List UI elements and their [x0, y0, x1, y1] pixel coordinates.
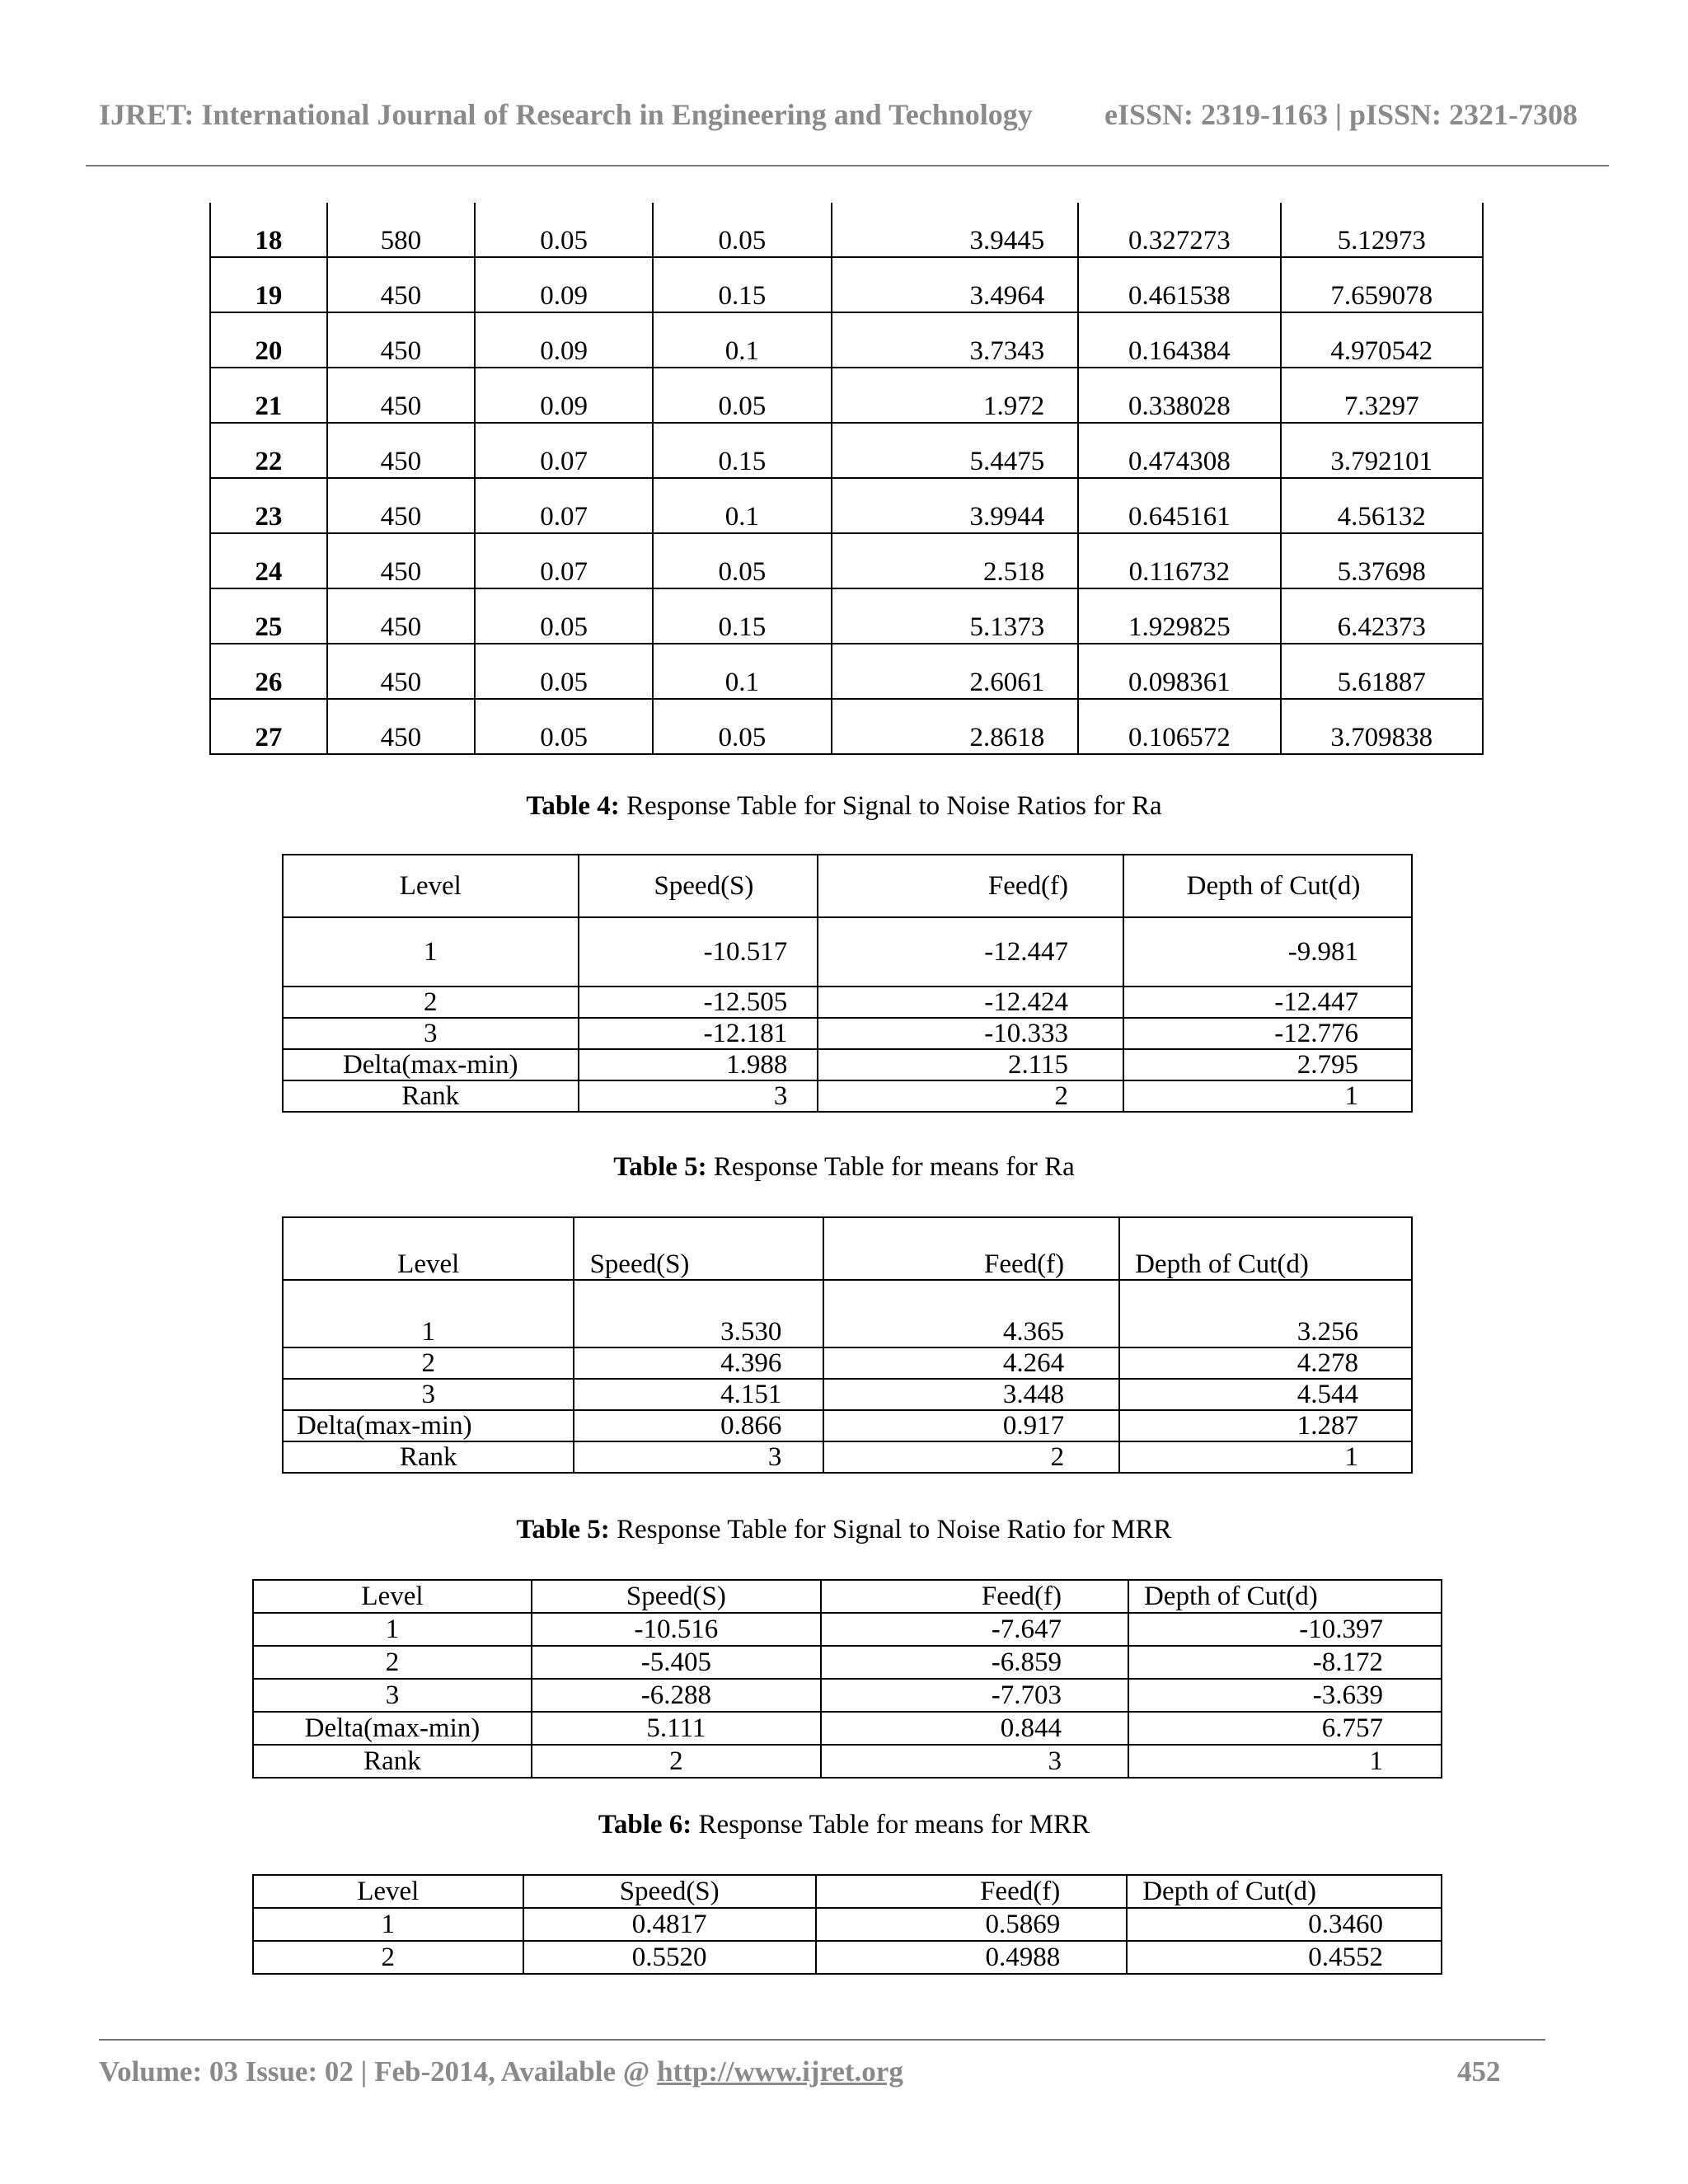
- table-cell: -6.288: [532, 1679, 821, 1712]
- table-cell: Speed(S): [523, 1875, 816, 1908]
- table5-sn-mrr: [252, 1579, 1442, 1779]
- table-cell: 4.365: [823, 1280, 1119, 1347]
- table-cell: 0.4817: [523, 1908, 816, 1941]
- table-row: [210, 478, 1483, 533]
- table4-caption: Table 4: Response Table for Signal to Noise Ratios for Ra: [526, 791, 1162, 821]
- table-row: [283, 1410, 1412, 1441]
- table-cell: -12.505: [579, 987, 818, 1018]
- table-cell: 2.115: [818, 1049, 1123, 1080]
- table-row: [253, 1679, 1442, 1712]
- table-cell: 2.518: [832, 533, 1079, 588]
- table-cell: 3: [283, 1379, 574, 1410]
- table-row: [283, 917, 1412, 987]
- table-cell: 0.5520: [523, 1941, 816, 1974]
- table-cell: 450: [327, 533, 475, 588]
- table-cell: 0.05: [653, 368, 831, 423]
- table-cell: 3.530: [574, 1280, 823, 1347]
- table-cell: -12.181: [579, 1018, 818, 1049]
- table-cell: 0.05: [475, 644, 653, 699]
- table-cell: 5.1373: [832, 588, 1079, 644]
- table-cell: -10.333: [818, 1018, 1123, 1049]
- table-cell: 1: [283, 917, 579, 987]
- table-cell: Level: [283, 855, 579, 917]
- table-row: [283, 1347, 1412, 1379]
- table-cell: 0.15: [653, 257, 831, 312]
- table-cell: 0.338028: [1078, 368, 1280, 423]
- table-cell: 0.4552: [1127, 1941, 1442, 1974]
- table-cell: Depth of Cut(d): [1123, 855, 1412, 917]
- table-row: [283, 855, 1412, 917]
- table-row: [283, 1280, 1412, 1347]
- table-row: [283, 1217, 1412, 1280]
- table-cell: 0.07: [475, 533, 653, 588]
- table-cell: 1.929825: [1078, 588, 1280, 644]
- table-cell: Feed(f): [821, 1580, 1128, 1613]
- table6-caption: Table 6: Response Table for means for MRR: [598, 1810, 1090, 1840]
- table-cell: 1: [1119, 1441, 1412, 1473]
- table-cell: Depth of Cut(d): [1127, 1875, 1442, 1908]
- table-row: [253, 1908, 1442, 1941]
- table-cell: 1.988: [579, 1049, 818, 1080]
- table-cell: 7.3297: [1281, 368, 1483, 423]
- table-cell: 4.970542: [1281, 312, 1483, 368]
- table-cell: -12.776: [1123, 1018, 1412, 1049]
- table-cell: 0.09: [475, 368, 653, 423]
- table-cell: 1: [1128, 1745, 1442, 1778]
- table-cell: 23: [210, 478, 327, 533]
- table-cell: -10.516: [532, 1613, 821, 1646]
- table-cell: Delta(max-min): [283, 1410, 574, 1441]
- table-cell: 450: [327, 368, 475, 423]
- table-row: [210, 312, 1483, 368]
- table-cell: -5.405: [532, 1646, 821, 1679]
- table-cell: 0.09: [475, 312, 653, 368]
- table-cell: 4.396: [574, 1347, 823, 1379]
- table-cell: Depth of Cut(d): [1128, 1580, 1442, 1613]
- table-cell: 27: [210, 699, 327, 754]
- table-cell: -6.859: [821, 1646, 1128, 1679]
- table-cell: 5.37698: [1281, 533, 1483, 588]
- table-cell: 0.1: [653, 478, 831, 533]
- journal-header: [99, 97, 1599, 132]
- table-cell: 26: [210, 644, 327, 699]
- table3-continuation: [209, 203, 1484, 755]
- table-row: [253, 1712, 1442, 1745]
- table-cell: -12.424: [818, 987, 1123, 1018]
- table-row: [210, 203, 1483, 257]
- table-cell: 0.15: [653, 588, 831, 644]
- table-cell: 0.3460: [1127, 1908, 1442, 1941]
- table-cell: 450: [327, 257, 475, 312]
- table-cell: -7.647: [821, 1613, 1128, 1646]
- table-cell: 6.757: [1128, 1712, 1442, 1745]
- table-cell: 3.9944: [832, 478, 1079, 533]
- table-cell: 0.645161: [1078, 478, 1280, 533]
- table-cell: 3.256: [1119, 1280, 1412, 1347]
- journal-title: IJRET: International Journal of Research in Engineering and Technology: [99, 98, 1033, 131]
- table-cell: 3.448: [823, 1379, 1119, 1410]
- table-row: [283, 1049, 1412, 1080]
- footer: [99, 2055, 1500, 2088]
- table-row: [253, 1941, 1442, 1974]
- table-cell: 0.5869: [816, 1908, 1127, 1941]
- table-cell: Level: [283, 1217, 574, 1280]
- table-cell: 580: [327, 203, 475, 257]
- table-cell: 0.07: [475, 423, 653, 478]
- table-cell: 22: [210, 423, 327, 478]
- table-cell: 25: [210, 588, 327, 644]
- table-row: [253, 1613, 1442, 1646]
- table-cell: 21: [210, 368, 327, 423]
- table-cell: 0.461538: [1078, 257, 1280, 312]
- table-cell: 5.4475: [832, 423, 1079, 478]
- table5-means-ra: [282, 1216, 1413, 1474]
- table-cell: Feed(f): [816, 1875, 1127, 1908]
- table-cell: 1: [1123, 1080, 1412, 1112]
- page-number: 452: [1457, 2055, 1501, 2088]
- table-row: [210, 368, 1483, 423]
- table-cell: 1: [283, 1280, 574, 1347]
- table-cell: 3: [821, 1745, 1128, 1778]
- table-cell: Feed(f): [823, 1217, 1119, 1280]
- journal-issn: eISSN: 2319-1163 | pISSN: 2321-7308: [1104, 98, 1578, 131]
- table-cell: 2: [823, 1441, 1119, 1473]
- table-cell: 450: [327, 699, 475, 754]
- table-cell: 0.1: [653, 644, 831, 699]
- table-cell: 3.792101: [1281, 423, 1483, 478]
- table-cell: Level: [253, 1580, 532, 1613]
- table5-means-ra-caption: Table 5: Response Table for means for Ra: [613, 1152, 1075, 1182]
- table-row: [210, 588, 1483, 644]
- table-cell: 0.474308: [1078, 423, 1280, 478]
- table-cell: -8.172: [1128, 1646, 1442, 1679]
- table-cell: 0.1: [653, 312, 831, 368]
- table-row: [210, 644, 1483, 699]
- table-cell: 2: [283, 1347, 574, 1379]
- table-cell: 2: [818, 1080, 1123, 1112]
- table-cell: 3: [579, 1080, 818, 1112]
- table-cell: 4.264: [823, 1347, 1119, 1379]
- table-cell: 0.05: [475, 588, 653, 644]
- table-cell: 18: [210, 203, 327, 257]
- table-cell: 5.12973: [1281, 203, 1483, 257]
- table-cell: 0.05: [475, 203, 653, 257]
- table-cell: -3.639: [1128, 1679, 1442, 1712]
- footer-rule: [99, 2039, 1545, 2041]
- table-cell: 19: [210, 257, 327, 312]
- table-row: [210, 533, 1483, 588]
- table4-sn-ratios-ra: [282, 854, 1413, 1113]
- table-cell: 2: [253, 1941, 523, 1974]
- table5-sn-mrr-caption: Table 5: Response Table for Signal to Noise Ratio for MRR: [516, 1515, 1172, 1544]
- table-row: [210, 699, 1483, 754]
- table-cell: -10.397: [1128, 1613, 1442, 1646]
- table-row: [253, 1580, 1442, 1613]
- table-cell: 450: [327, 588, 475, 644]
- table-cell: 4.56132: [1281, 478, 1483, 533]
- table-cell: -10.517: [579, 917, 818, 987]
- table-cell: 0.098361: [1078, 644, 1280, 699]
- table-cell: 450: [327, 312, 475, 368]
- table-cell: 5.111: [532, 1712, 821, 1745]
- table-cell: Speed(S): [574, 1217, 823, 1280]
- table-row: [283, 1018, 1412, 1049]
- footer-text: Volume: 03 Issue: 02 | Feb-2014, Available @: [99, 2055, 658, 2088]
- table-cell: 450: [327, 478, 475, 533]
- table-cell: 3.4964: [832, 257, 1079, 312]
- table-cell: 2: [532, 1745, 821, 1778]
- table-cell: Depth of Cut(d): [1119, 1217, 1412, 1280]
- table-cell: 0.4988: [816, 1941, 1127, 1974]
- table-cell: 3: [574, 1441, 823, 1473]
- footer-link[interactable]: http://www.ijret.org: [657, 2055, 903, 2088]
- table-cell: -9.981: [1123, 917, 1412, 987]
- table-cell: Feed(f): [818, 855, 1123, 917]
- table-cell: Rank: [253, 1745, 532, 1778]
- table-cell: 20: [210, 312, 327, 368]
- table-row: [283, 1080, 1412, 1112]
- table-cell: 0.327273: [1078, 203, 1280, 257]
- table-cell: 2.6061: [832, 644, 1079, 699]
- table-cell: 6.42373: [1281, 588, 1483, 644]
- table-cell: 0.05: [653, 533, 831, 588]
- table-cell: 0.05: [475, 699, 653, 754]
- table-cell: Delta(max-min): [253, 1712, 532, 1745]
- table-cell: 0.917: [823, 1410, 1119, 1441]
- table-cell: 1: [253, 1613, 532, 1646]
- table-cell: 4.278: [1119, 1347, 1412, 1379]
- table-row: [210, 257, 1483, 312]
- table-cell: 1.972: [832, 368, 1079, 423]
- table-cell: 3.709838: [1281, 699, 1483, 754]
- table-cell: 3.9445: [832, 203, 1079, 257]
- table-cell: Rank: [283, 1080, 579, 1112]
- table-row: [283, 1379, 1412, 1410]
- table-cell: 0.15: [653, 423, 831, 478]
- table-cell: 2: [283, 987, 579, 1018]
- table-cell: 1.287: [1119, 1410, 1412, 1441]
- table-cell: 3.7343: [832, 312, 1079, 368]
- table6-means-mrr: [252, 1874, 1442, 1975]
- table-cell: 0.106572: [1078, 699, 1280, 754]
- table-cell: -12.447: [1123, 987, 1412, 1018]
- table-cell: -7.703: [821, 1679, 1128, 1712]
- table-cell: Speed(S): [579, 855, 818, 917]
- table-row: [283, 987, 1412, 1018]
- table-cell: -12.447: [818, 917, 1123, 987]
- table-row: [283, 1441, 1412, 1473]
- table-cell: 0.844: [821, 1712, 1128, 1745]
- table-cell: 0.05: [653, 203, 831, 257]
- table-row: [253, 1745, 1442, 1778]
- table-cell: 1: [253, 1908, 523, 1941]
- table-cell: 3: [253, 1679, 532, 1712]
- table-cell: Speed(S): [532, 1580, 821, 1613]
- table-cell: 0.164384: [1078, 312, 1280, 368]
- table-cell: 2: [253, 1646, 532, 1679]
- table-cell: 0.05: [653, 699, 831, 754]
- table-cell: 3: [283, 1018, 579, 1049]
- header-rule: [86, 165, 1609, 166]
- table-cell: Delta(max-min): [283, 1049, 579, 1080]
- table-cell: 24: [210, 533, 327, 588]
- table-cell: 450: [327, 644, 475, 699]
- table-cell: 7.659078: [1281, 257, 1483, 312]
- table-cell: 2.795: [1123, 1049, 1412, 1080]
- table-cell: 2.8618: [832, 699, 1079, 754]
- table-cell: 0.116732: [1078, 533, 1280, 588]
- table-cell: 0.09: [475, 257, 653, 312]
- table-cell: 4.544: [1119, 1379, 1412, 1410]
- table-cell: Level: [253, 1875, 523, 1908]
- table-cell: 450: [327, 423, 475, 478]
- table-cell: Rank: [283, 1441, 574, 1473]
- table-cell: 5.61887: [1281, 644, 1483, 699]
- table-row: [253, 1875, 1442, 1908]
- table-cell: 4.151: [574, 1379, 823, 1410]
- table-row: [210, 423, 1483, 478]
- table-cell: 0.866: [574, 1410, 823, 1441]
- table-row: [253, 1646, 1442, 1679]
- table-cell: 0.07: [475, 478, 653, 533]
